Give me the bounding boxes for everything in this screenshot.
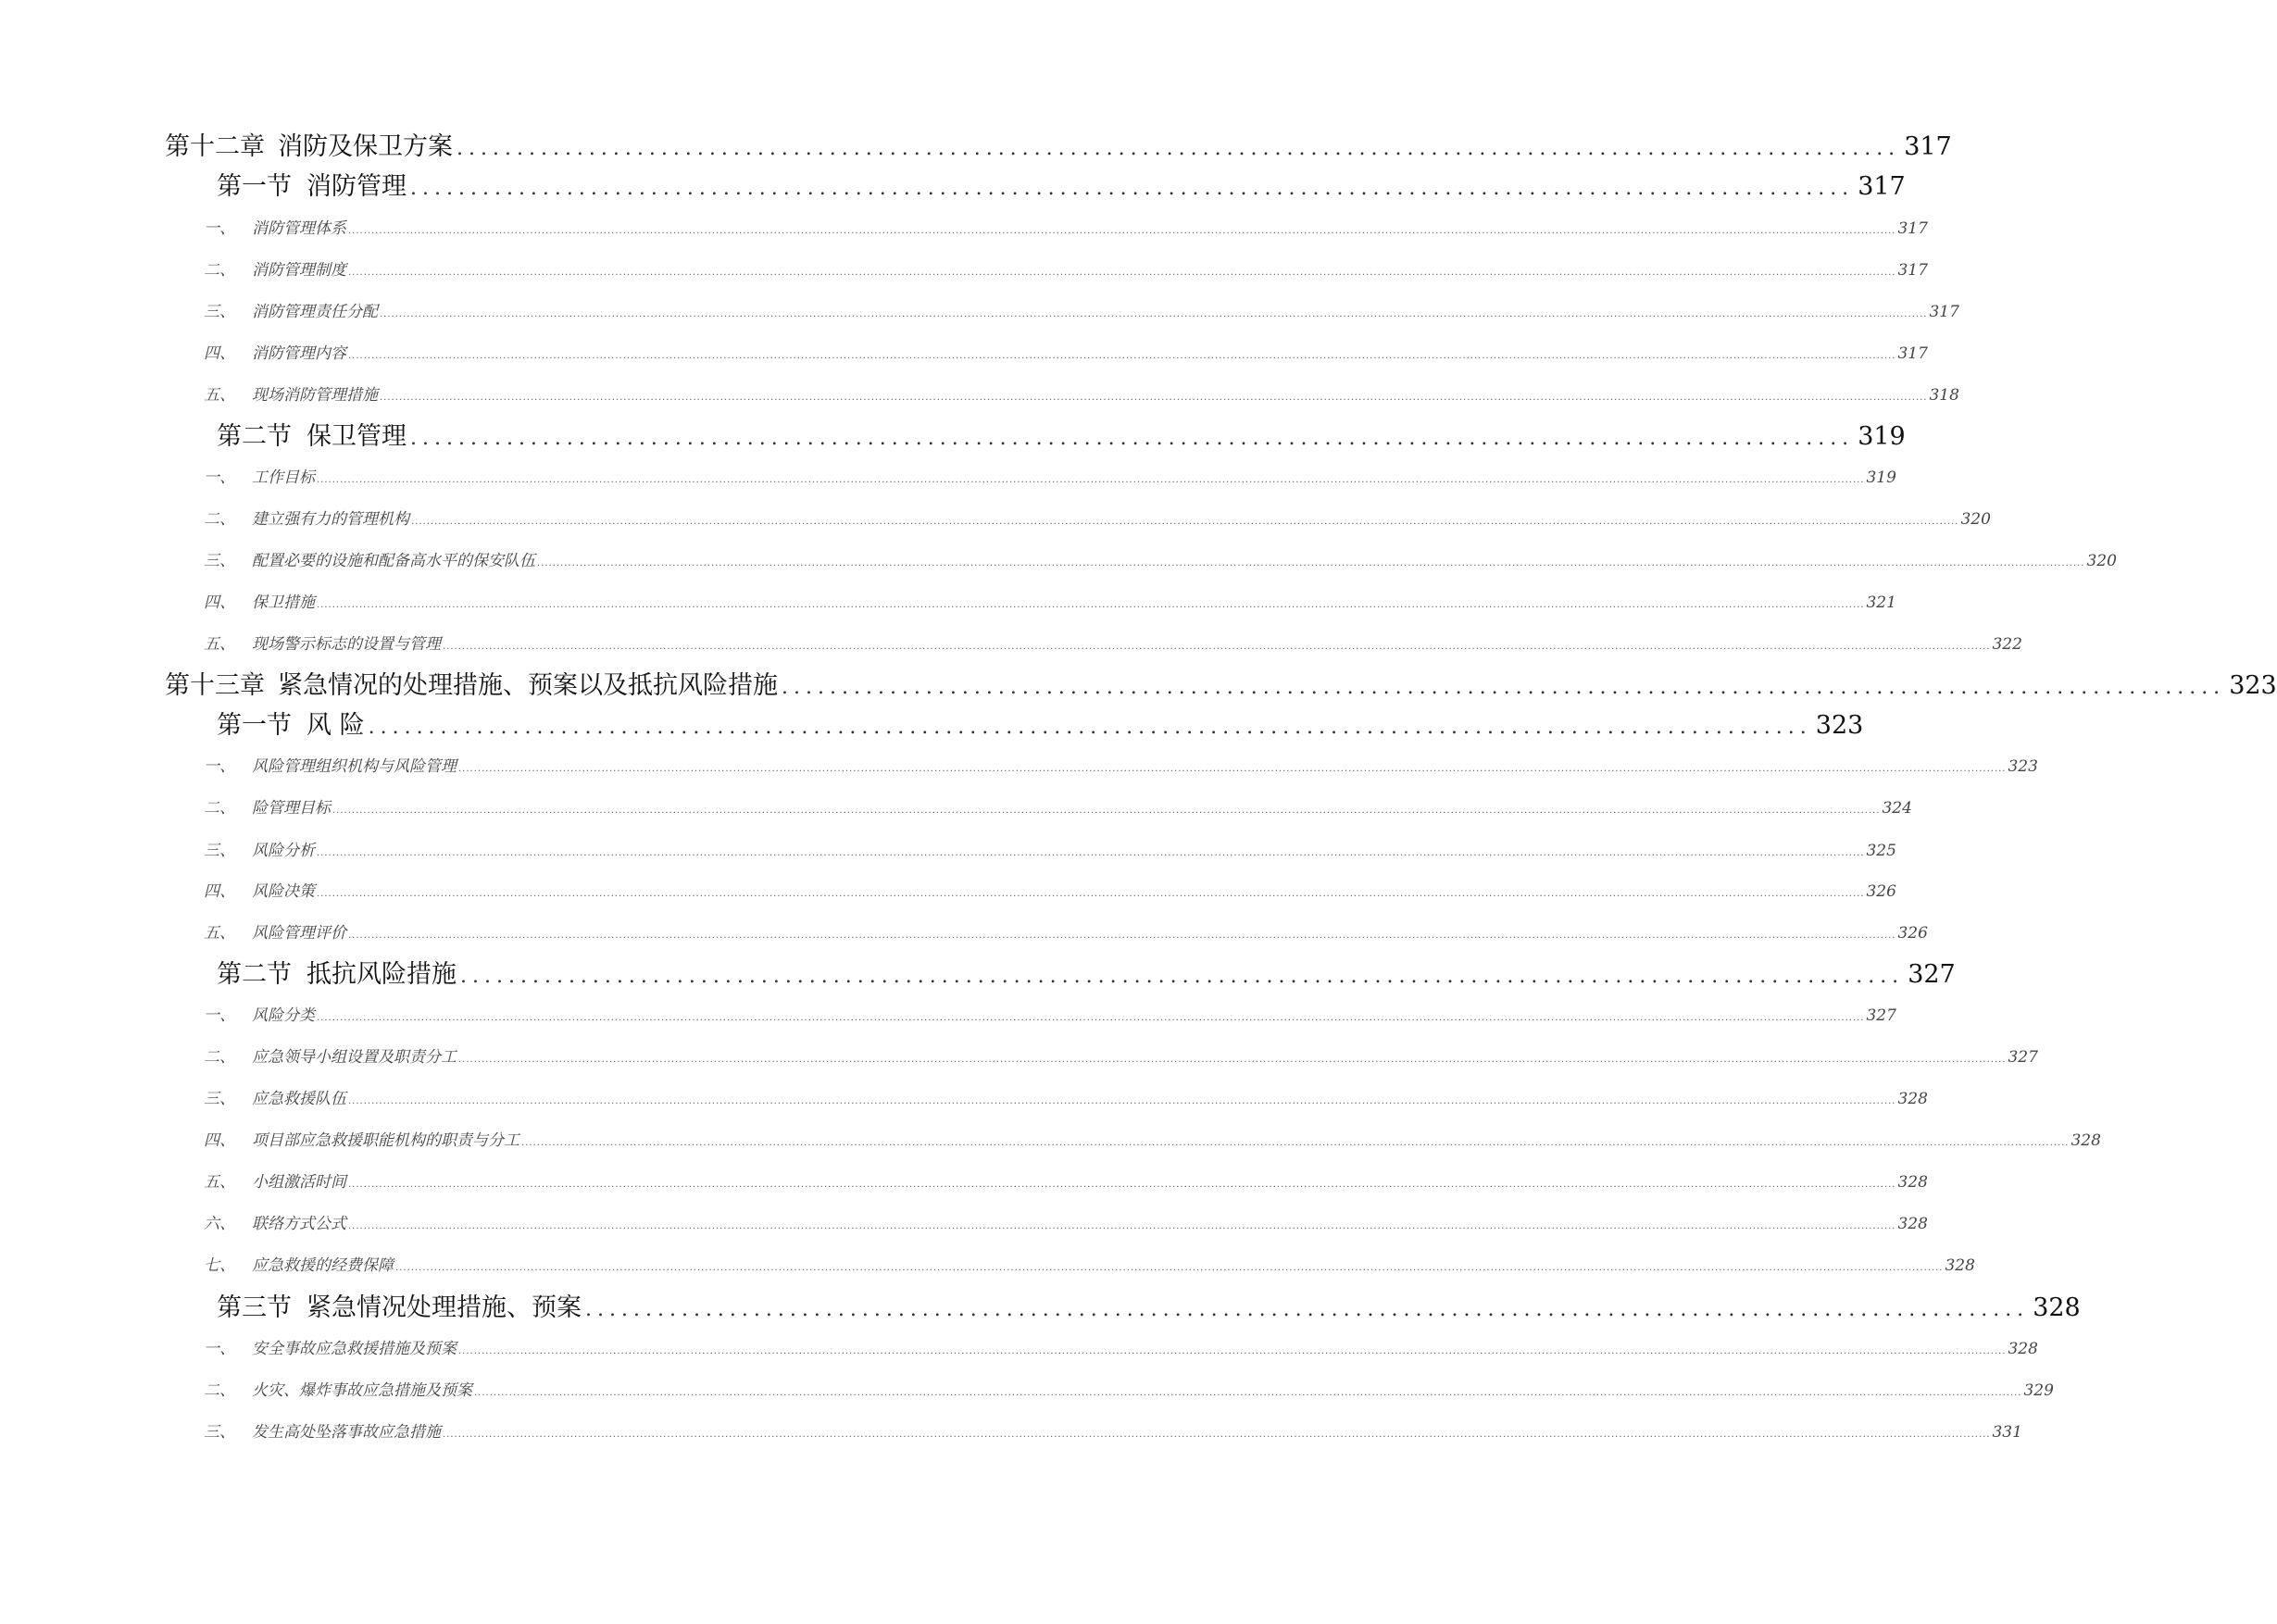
toc-page-number: 317 (1904, 132, 1952, 161)
toc-item-row[interactable] (204, 1210, 1928, 1236)
toc-entry-title: 项目部应急救援职能机构的职责与分工 (252, 1131, 519, 1150)
toc-section-row[interactable] (217, 416, 1906, 453)
toc-item-row[interactable] (204, 464, 1896, 490)
toc-item-row[interactable] (204, 340, 1928, 366)
toc-item-row[interactable] (204, 506, 1991, 531)
toc-entry-number: 五、 (204, 1173, 235, 1192)
toc-section-row[interactable] (217, 166, 1906, 203)
dot-leader: ................................................................................................................................................................................................................................................................................................................................................................................................................ (380, 309, 1928, 319)
toc-item-row[interactable] (204, 631, 2022, 656)
toc-entry-number: 一、 (204, 219, 235, 238)
toc-entry-number: 第一节 (217, 711, 292, 740)
toc-item-row[interactable] (204, 589, 1896, 615)
toc-entry-title: 建立强有力的管理机构 (252, 510, 409, 529)
dot-leader: ................................................................................................................................................................................................................................................................................................................................................................................................................ (521, 1138, 2070, 1148)
toc-page-number: 328 (1897, 1173, 1928, 1192)
toc-item-row[interactable] (204, 1252, 1975, 1278)
toc-entry-title: 紧急情况处理措施、预案 (307, 1293, 582, 1322)
toc-page-number: 328 (2033, 1293, 2081, 1322)
toc-entry-number: 五、 (204, 635, 235, 654)
dot-leader: ................................................................................................................................................................................................................................................................................................................................................................................................................ (348, 351, 1896, 361)
toc-page-number: 319 (1866, 468, 1896, 487)
dot-leader: ................................................................................................................................................................................................................................................................................................................................................................................................................ (474, 1388, 2022, 1398)
toc-page-number: 317 (1897, 344, 1928, 363)
toc-page-number: 328 (1897, 1090, 1928, 1108)
toc-entry-number: 四、 (204, 1131, 235, 1150)
dot-leader: ................................................................................................................................................................................................................................................................................................................................................................................................................ (380, 393, 1928, 403)
toc-entry-title: 消防管理制度 (252, 261, 346, 280)
toc-page-number: 327 (1866, 1006, 1896, 1025)
dot-leader: ........................................................................................................................ (585, 1298, 2030, 1321)
toc-item-row[interactable] (204, 1127, 2101, 1153)
toc-section-row[interactable] (217, 954, 1956, 991)
toc-entry-title: 安全事故应急救援措施及预案 (252, 1340, 457, 1358)
toc-entry-title: 风险管理组织机构与风险管理 (252, 757, 457, 776)
toc-entry-title: 风险管理评价 (252, 924, 346, 943)
toc-page-number: 328 (1945, 1256, 1975, 1275)
toc-item-row[interactable] (204, 547, 2117, 573)
toc-entry-number: 第十二章 (165, 132, 265, 161)
dot-leader: ................................................................................................................................................................................................................................................................................................................................................................................................................ (317, 475, 1865, 485)
toc-entry-title: 配置必要的设施和配备高水平的保安队伍 (252, 552, 535, 570)
toc-entry-number: 一、 (204, 757, 235, 776)
dot-leader: ................................................................................................................................................................................................................................................................................................................................................................................................................ (458, 764, 2007, 774)
toc-entry-number: 三、 (204, 1090, 235, 1108)
dot-leader: ................................................................................................................................................................................................................................................................................................................................................................................................................ (411, 517, 1959, 527)
toc-entry-title: 消防管理责任分配 (252, 303, 378, 321)
dot-leader: ................................................................................................................................................................................................................................................................................................................................................................................................................ (348, 268, 1896, 278)
toc-page-number: 317 (1929, 303, 1959, 321)
toc-entry-number: 六、 (204, 1215, 235, 1233)
toc-entry-title: 风险决策 (252, 882, 315, 901)
toc-entry-title: 发生高处坠落事故应急措施 (252, 1423, 441, 1442)
dot-leader: ................................................................................................................................................................................................................................................................................................................................................................................................................ (348, 931, 1896, 941)
dot-leader: ................................................................................................................................................................................................................................................................................................................................................................................................................ (537, 558, 2085, 568)
toc-page-number: 323 (2229, 671, 2277, 700)
toc-section-row[interactable] (217, 1287, 2081, 1324)
dot-leader: ........................................................................................................................ (410, 427, 1855, 450)
toc-page-number: 319 (1858, 422, 1906, 451)
toc-entry-number: 一、 (204, 468, 235, 487)
dot-leader: ................................................................................................................................................................................................................................................................................................................................................................................................................ (458, 1055, 2007, 1065)
dot-leader: ................................................................................................................................................................................................................................................................................................................................................................................................................ (317, 1013, 1865, 1023)
dot-leader: ........................................................................................................................ (782, 676, 2226, 699)
toc-item-row[interactable] (204, 256, 1928, 282)
toc-page-number: 325 (1866, 842, 1896, 860)
dot-leader: ................................................................................................................................................................................................................................................................................................................................................................................................................ (332, 806, 1881, 816)
toc-item-row[interactable] (204, 878, 1896, 904)
toc-page-number: 328 (1897, 1215, 1928, 1233)
toc-entry-number: 五、 (204, 924, 235, 943)
dot-leader: ................................................................................................................................................................................................................................................................................................................................................................................................................ (443, 642, 1991, 652)
toc-page-number: 326 (1897, 924, 1928, 943)
toc-entry-title: 火灾、爆炸事故应急措施及预案 (252, 1381, 472, 1400)
toc-page-number: 317 (1897, 261, 1928, 280)
toc-entry-title: 风险分类 (252, 1006, 315, 1025)
toc-page-number: 320 (1960, 510, 1991, 529)
toc-entry-title: 消防管理 (307, 172, 407, 201)
dot-leader: ........................................................................................................................ (457, 137, 1901, 160)
toc-entry-number: 第三节 (217, 1293, 292, 1322)
toc-page-number: 324 (1882, 799, 1912, 818)
toc-entry-number: 二、 (204, 510, 235, 529)
toc-entry-title: 风 险 (307, 711, 365, 740)
toc-chapter-row[interactable] (165, 126, 1952, 163)
toc-entry-title: 险管理目标 (252, 799, 331, 818)
toc-item-row[interactable] (204, 381, 1959, 407)
toc-entry-title: 小组激活时间 (252, 1173, 346, 1192)
toc-page-number: 327 (1908, 960, 1956, 989)
toc-entry-number: 四、 (204, 593, 235, 612)
toc-item-row[interactable] (204, 1418, 2022, 1444)
toc-item-row[interactable] (204, 1377, 2054, 1403)
toc-page-number: 322 (1992, 635, 2022, 654)
toc-entry-title: 消防管理体系 (252, 219, 346, 238)
toc-entry-number: 第二节 (217, 422, 292, 451)
toc-page-number: 327 (2008, 1048, 2038, 1067)
dot-leader: ................................................................................................................................................................................................................................................................................................................................................................................................................ (348, 226, 1896, 236)
toc-entry-number: 三、 (204, 1423, 235, 1442)
toc-item-row[interactable] (204, 1168, 1928, 1194)
dot-leader: ................................................................................................................................................................................................................................................................................................................................................................................................................ (348, 1096, 1896, 1106)
toc-entry-title: 现场警示标志的设置与管理 (252, 635, 441, 654)
toc-entry-number: 三、 (204, 303, 235, 321)
toc-page-number: 326 (1866, 882, 1896, 901)
toc-entry-title: 抵抗风险措施 (307, 960, 457, 989)
toc-entry-number: 第二节 (217, 960, 292, 989)
dot-leader: ................................................................................................................................................................................................................................................................................................................................................................................................................ (348, 1180, 1896, 1190)
toc-entry-title: 工作目标 (252, 468, 315, 487)
toc-page-number: 328 (2008, 1340, 2038, 1358)
dot-leader: ................................................................................................................................................................................................................................................................................................................................................................................................................ (458, 1346, 2007, 1356)
toc-page-number: 318 (1929, 386, 1959, 405)
dot-leader: ................................................................................................................................................................................................................................................................................................................................................................................................................ (317, 600, 1865, 610)
toc-entry-number: 三、 (204, 842, 235, 860)
toc-entry-title: 保卫措施 (252, 593, 315, 612)
toc-entry-number: 一、 (204, 1006, 235, 1025)
toc-entry-number: 第一节 (217, 172, 292, 201)
toc-entry-title: 应急领导小组设置及职责分工 (252, 1048, 457, 1067)
toc-entry-number: 二、 (204, 1048, 235, 1067)
toc-page-number: 328 (2071, 1131, 2101, 1150)
toc-entry-number: 四、 (204, 882, 235, 901)
dot-leader: ........................................................................................................................ (460, 965, 1905, 988)
toc-item-row[interactable] (204, 215, 1928, 241)
toc-entry-number: 一、 (204, 1340, 235, 1358)
toc-page-number: 331 (1992, 1423, 2022, 1442)
dot-leader: ........................................................................................................................ (410, 177, 1855, 200)
toc-entry-number: 七、 (204, 1256, 235, 1275)
toc-page-number: 317 (1897, 219, 1928, 238)
dot-leader: ................................................................................................................................................................................................................................................................................................................................................................................................................ (348, 1221, 1896, 1231)
toc-entry-title: 紧急情况的处理措施、预案以及抵抗风险措施 (278, 671, 778, 700)
toc-entry-title: 现场消防管理措施 (252, 386, 378, 405)
toc-entry-number: 四、 (204, 344, 235, 363)
toc-item-row[interactable] (204, 298, 1959, 324)
toc-entry-number: 二、 (204, 261, 235, 280)
toc-item-row[interactable] (204, 919, 1928, 945)
toc-entry-number: 二、 (204, 799, 235, 818)
toc-page-number: 323 (1815, 711, 1864, 740)
toc-entry-title: 消防及保卫方案 (278, 132, 453, 161)
dot-leader: ................................................................................................................................................................................................................................................................................................................................................................................................................ (395, 1263, 1944, 1273)
toc-chapter-row[interactable] (165, 665, 2277, 702)
dot-leader: ................................................................................................................................................................................................................................................................................................................................................................................................................ (317, 889, 1865, 899)
toc-section-row[interactable] (217, 705, 1864, 742)
toc-item-row[interactable] (204, 837, 1896, 863)
toc-entry-title: 消防管理内容 (252, 344, 346, 363)
toc-page-number: 323 (2008, 757, 2038, 776)
dot-leader: ................................................................................................................................................................................................................................................................................................................................................................................................................ (443, 1430, 1991, 1440)
toc-entry-number: 二、 (204, 1381, 235, 1400)
toc-page-number: 320 (2086, 552, 2117, 570)
toc-item-row[interactable] (204, 1085, 1928, 1111)
toc-item-row[interactable] (204, 753, 2038, 779)
toc-entry-title: 联络方式公式 (252, 1215, 346, 1233)
toc-page-number: 329 (2023, 1381, 2054, 1400)
toc-item-row[interactable] (204, 1002, 1896, 1028)
dot-leader: ................................................................................................................................................................................................................................................................................................................................................................................................................ (317, 848, 1865, 858)
toc-item-row[interactable] (204, 1043, 2038, 1069)
toc-entry-title: 应急救援的经费保障 (252, 1256, 394, 1275)
dot-leader: ........................................................................................................................ (368, 716, 1812, 739)
toc-entry-title: 风险分析 (252, 842, 315, 860)
toc-page-number: 317 (1858, 172, 1906, 201)
toc-item-row[interactable] (204, 794, 1912, 820)
toc-page-number: 321 (1866, 593, 1896, 612)
toc-item-row[interactable] (204, 1335, 2038, 1361)
toc-entry-title: 保卫管理 (307, 422, 407, 451)
toc-entry-number: 五、 (204, 386, 235, 405)
toc-entry-title: 应急救援队伍 (252, 1090, 346, 1108)
toc-entry-number: 三、 (204, 552, 235, 570)
toc-entry-number: 第十三章 (165, 671, 265, 700)
